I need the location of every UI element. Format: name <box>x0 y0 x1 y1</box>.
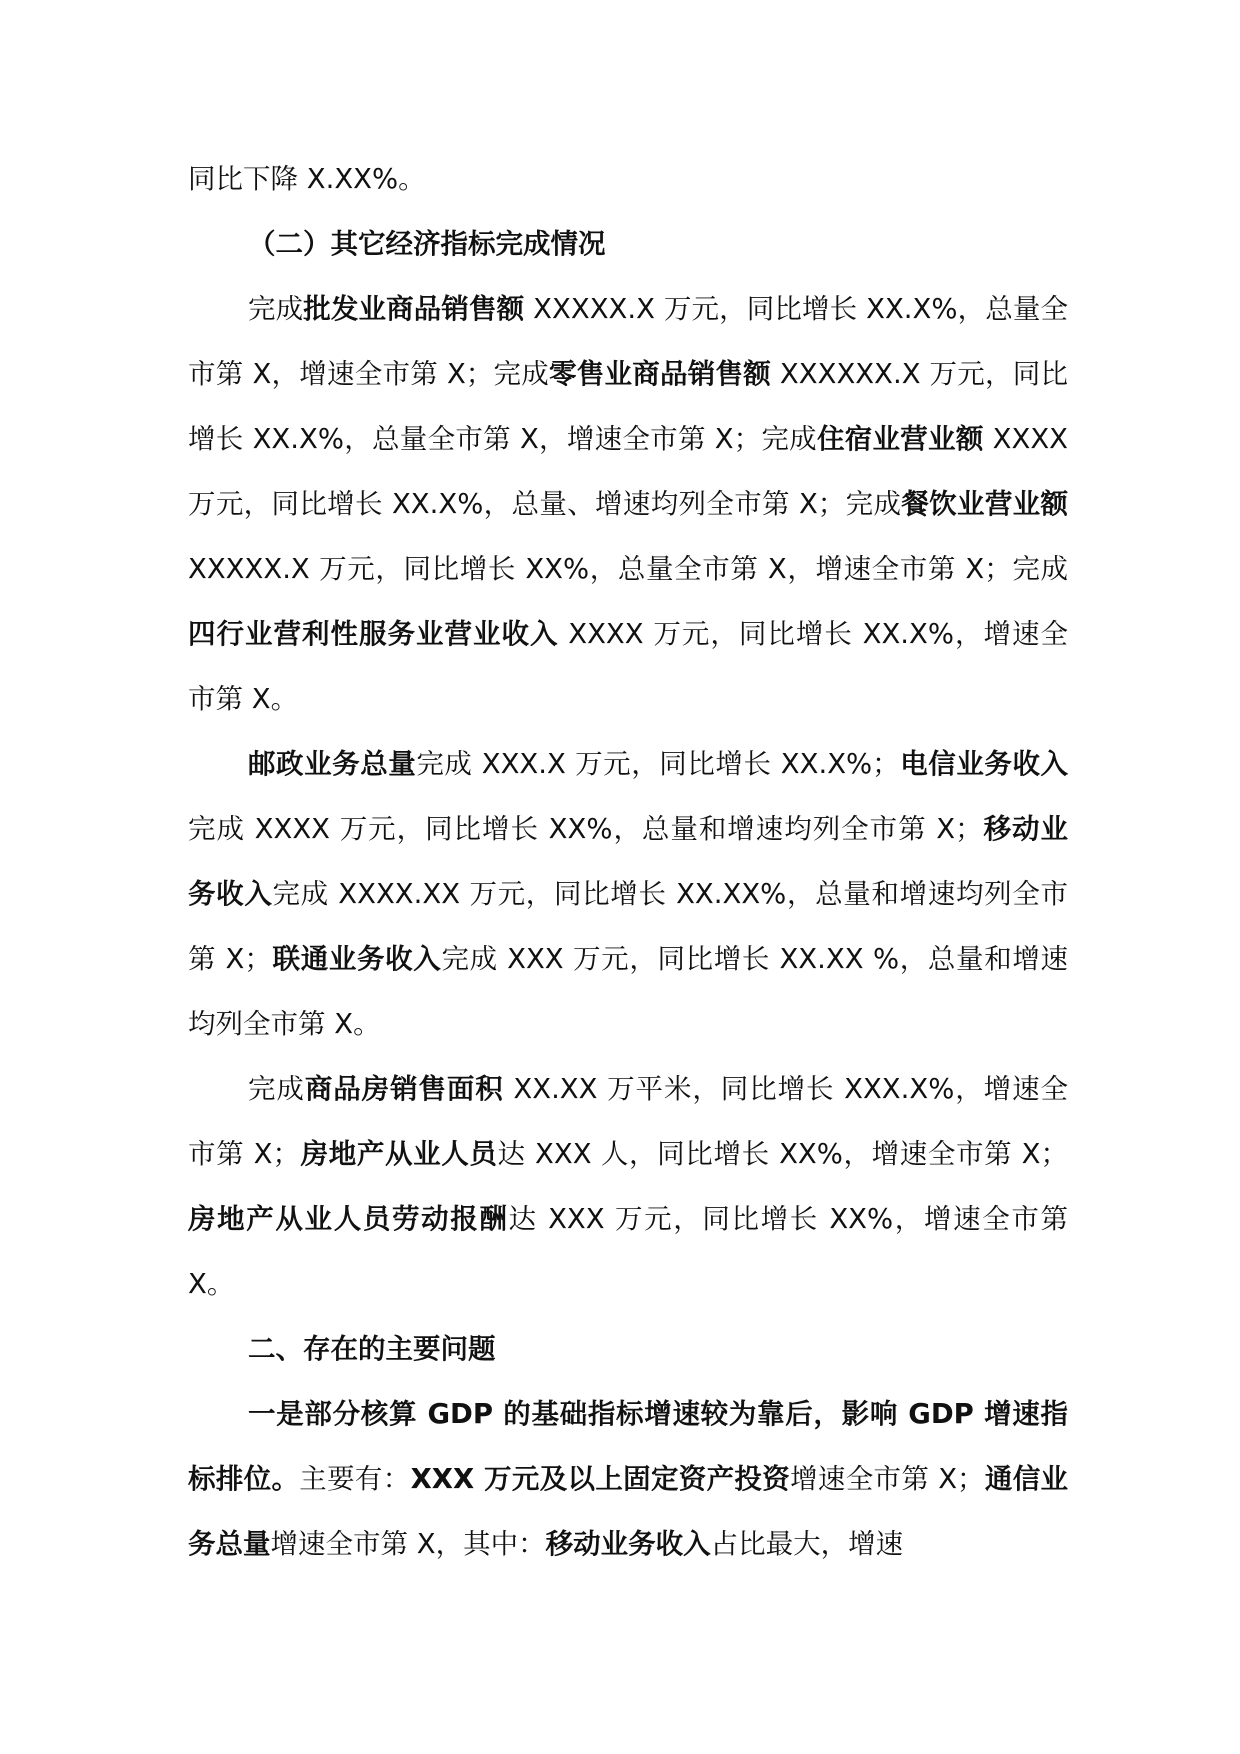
paragraph-decline <box>188 147 1068 212</box>
bold-term: 住宿业营业额 <box>816 423 984 455</box>
bold-term: 批发业商品销售额 <box>303 293 525 325</box>
text: 完成 <box>248 293 304 325</box>
text: 完成 XXXX.XX 万元，同比增长 XX.XX%，总量和增速均列全市第 X； <box>188 878 1068 975</box>
paragraph-sales <box>188 277 1068 732</box>
paragraph-real-estate <box>188 1057 1068 1317</box>
text: 完成 XXXX 万元，同比增长 XX%，总量和增速均列全市第 X； <box>188 813 983 845</box>
text: XXXXX.X 万元，同比增长 XX.X%，总量全市第 X，增速全市第 X；完成 <box>188 293 1069 390</box>
text: XX.XX 万平米，同比增长 XXX.X%，增速全市第 X； <box>188 1073 1068 1170</box>
text: XXXX 万元，同比增长 XX.X%，总量、增速均列全市第 X；完成 <box>188 423 1069 520</box>
bold-term: 零售业商品销售额 <box>549 358 771 390</box>
text: XXXXXX.X 万元，同比增长 XX.X%，总量全市第 X，增速全市第 X；完成 <box>188 358 1068 455</box>
bold-term: 联通业务收入 <box>271 943 442 975</box>
bold-term: 商品房销售面积 <box>304 1073 504 1105</box>
bold-term: 房地产从业人员 <box>299 1138 498 1170</box>
text: 完成 XXX.X 万元，同比增长 XX.X%； <box>416 748 900 780</box>
bold-term: 房地产从业人员劳动报酬 <box>188 1203 509 1235</box>
paragraph-text: 同比下降 X.XX%。 <box>188 163 426 195</box>
bold-term: 移动业务收入 <box>545 1528 711 1560</box>
text: 达 XXX 万元，同比增长 XX%，增速全市第 X。 <box>188 1203 1068 1300</box>
text: 主要有： <box>299 1463 411 1495</box>
heading-text: （二）其它经济指标完成情况 <box>248 228 606 260</box>
bold-term: 移动业务收入 <box>188 813 1069 910</box>
heading-text: 二、存在的主要问题 <box>248 1333 496 1365</box>
text: 占比最大，增速 <box>710 1528 904 1560</box>
bold-term: 邮政业务总量 <box>248 748 417 780</box>
section-heading-other-indicators <box>188 212 1068 277</box>
section-heading-main-problems <box>188 1317 1068 1382</box>
text: 达 XXX 人，同比增长 XX%，增速全市第 X； <box>497 1138 1068 1170</box>
bold-term: 一是部分核算 GDP 的基础指标增速较为靠后，影响 GDP 增速指标排位。 <box>188 1398 1068 1495</box>
bold-term: 电信业务收入 <box>899 748 1069 780</box>
text: 完成 XXX 万元，同比增长 XX.XX %，总量和增速均列全市第 X。 <box>188 943 1068 1040</box>
text: 增速全市第 X，其中： <box>270 1528 546 1560</box>
bold-term: 通信业务总量 <box>188 1463 1069 1560</box>
text: 完成 <box>248 1073 305 1105</box>
text: XXXXX.X 万元，同比增长 XX%，总量全市第 X，增速全市第 X；完成 <box>188 553 1068 585</box>
text: 增速全市第 X； <box>790 1463 985 1495</box>
paragraph-telecom <box>188 732 1068 1057</box>
document-page <box>188 147 1068 1577</box>
text: XXXX 万元，同比增长 XX.X%，增速全市第 X。 <box>188 618 1068 715</box>
bold-term: XXX 万元及以上固定资产投资 <box>410 1463 791 1495</box>
bold-term: 餐饮业营业额 <box>901 488 1068 520</box>
bold-term: 四行业营利性服务业营业收入 <box>188 618 559 650</box>
paragraph-problem-one <box>188 1382 1068 1577</box>
